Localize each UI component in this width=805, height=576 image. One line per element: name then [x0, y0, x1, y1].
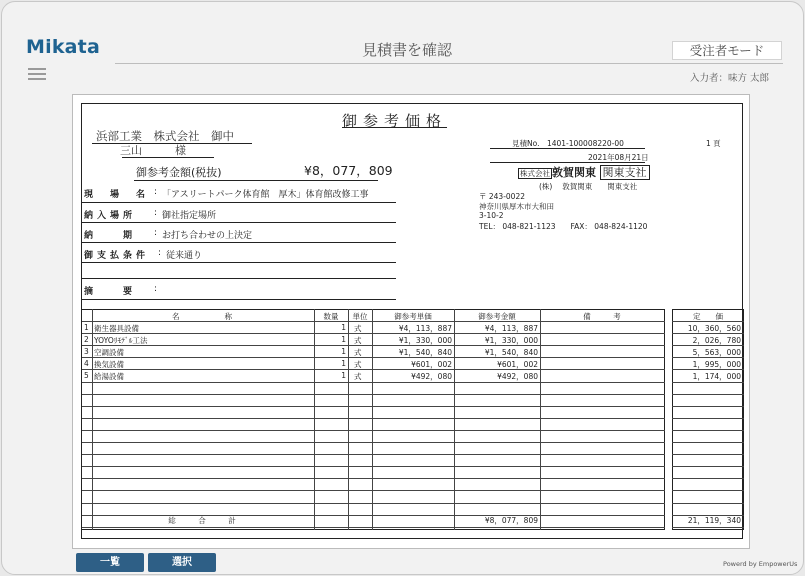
quote-date: 2021年08月21日	[588, 153, 649, 162]
document-title: 御参考価格	[342, 112, 448, 130]
item-unit: 式	[354, 360, 362, 370]
company-kabushiki-stamp: 株式会社	[520, 169, 550, 178]
address-line-2: 3-10-2	[479, 211, 504, 220]
mikata-logo: Mikata	[26, 36, 100, 58]
item-amount: ¥1，330，000	[484, 336, 538, 346]
field-rule	[82, 202, 396, 203]
item-unit-price: ¥1，540，840	[398, 348, 452, 358]
date-underline	[490, 162, 645, 163]
total-label: 総 合 計	[168, 516, 236, 525]
field-label: 納 期	[84, 231, 137, 241]
list-button[interactable]: 一覧	[76, 553, 144, 572]
table-row-line	[82, 430, 665, 431]
header-note: 備 考	[583, 312, 621, 321]
field-rule	[82, 222, 396, 223]
phone-fax: TEL： 048-821-1123 FAX： 048-824-1120	[479, 222, 648, 231]
list-price-row-line	[672, 490, 744, 491]
item-unit: 式	[354, 336, 362, 346]
item-list-price: 5，563，000	[692, 348, 741, 358]
item-list-price: 2，026，780	[692, 336, 741, 346]
item-name: YOYOﾘﾓﾃﾞﾙ工法	[94, 336, 148, 346]
list-price-row-line	[672, 430, 744, 431]
company-subline: (株) 敦賀関東 関東支社	[539, 182, 638, 191]
table-row-line	[82, 490, 665, 491]
table-row-line	[82, 478, 665, 479]
list-price-row-line	[672, 454, 744, 455]
list-price-row-line	[672, 406, 744, 407]
field-rule	[82, 299, 396, 300]
amount-label: 御参考金額(税抜)	[136, 166, 222, 179]
table-row-line	[82, 503, 665, 504]
header-divider	[115, 63, 783, 64]
header-list-price: 定 価	[693, 312, 723, 321]
item-unit: 式	[354, 324, 362, 333]
page-title: 見積書を確認	[361, 41, 452, 59]
item-unit-price: ¥492，080	[411, 372, 452, 382]
field-rule	[82, 242, 396, 243]
field-label: 納入場所	[84, 211, 137, 221]
header-amount: 御参考金額	[478, 312, 516, 321]
table-row-line	[82, 466, 665, 467]
field-value: 御社指定場所	[162, 211, 217, 221]
item-name: 給湯設備	[94, 372, 124, 382]
item-list-price: 10，360，560	[687, 324, 741, 333]
powered-by-label: Powerd by EmpowerUs	[723, 560, 798, 568]
table-row-line	[82, 454, 665, 455]
field-label: 御支払条件	[84, 251, 150, 261]
row-number: 5	[84, 371, 89, 381]
item-name: 空調設備	[94, 348, 124, 358]
item-name: 衛生器具設備	[94, 324, 139, 333]
input-user-label: 入力者：味方 太郎	[690, 73, 770, 84]
customer-name: 浜部工業 株式会社 御中	[96, 129, 234, 143]
item-name: 換気設備	[94, 360, 124, 370]
hamburger-menu-icon[interactable]	[28, 68, 46, 80]
zip-code: 〒 243-0022	[479, 192, 525, 201]
list-price-row-line	[672, 394, 744, 395]
field-rule	[82, 262, 396, 263]
list-price-row-line	[672, 418, 744, 419]
person-underline	[122, 157, 214, 158]
item-qty: 1	[341, 323, 346, 332]
page-number: 1 頁	[706, 139, 721, 148]
item-qty: 1	[341, 359, 346, 369]
list-price-row-line	[672, 503, 744, 504]
table-row-line	[82, 394, 665, 395]
company-main-name: 敦賀関東	[552, 166, 596, 179]
field-label: 現 場 名	[84, 190, 150, 200]
amount-value: ¥8，077，809	[304, 163, 393, 178]
item-list-price: 1，174，000	[692, 372, 741, 382]
field-value: お打ち合わせの上決定	[162, 231, 253, 241]
item-unit-price: ¥1，330，000	[398, 336, 452, 346]
item-qty: 1	[341, 347, 346, 357]
app-window	[1, 1, 804, 575]
total-list-price: 21，119，340	[687, 516, 741, 525]
field-value: 「アスリートパーク体育館 厚木」体育館改修工事	[162, 190, 369, 200]
table-col-line	[92, 309, 93, 530]
item-unit: 式	[354, 348, 362, 358]
table-col-line	[540, 309, 541, 530]
customer-person: 三山 様	[120, 144, 186, 157]
quote-document-panel	[72, 94, 750, 549]
company-branch: 関東支社	[600, 165, 650, 180]
item-amount: ¥492，080	[497, 372, 538, 382]
header-name: 名 称	[172, 312, 232, 321]
row-number: 2	[84, 335, 89, 345]
header-unit-price: 御参考単価	[394, 312, 432, 321]
item-unit: 式	[354, 372, 362, 382]
item-unit-price: ¥4，113，887	[398, 324, 452, 333]
table-col-line	[348, 309, 349, 530]
total-amount: ¥8，077，809	[484, 516, 538, 525]
item-list-price: 1，995，000	[692, 360, 741, 370]
quote-number: 見積No. 1401-100008220-00	[512, 139, 624, 148]
item-amount: ¥1，540，840	[484, 348, 538, 358]
item-amount: ¥4，113，887	[484, 324, 538, 333]
table-row-line	[82, 418, 665, 419]
field-value: 従来通り	[166, 251, 203, 261]
field-label: 摘 要	[84, 287, 137, 297]
mode-badge: 受注者モード	[672, 41, 782, 60]
quote-number-underline	[490, 148, 645, 149]
address-line-1: 神奈川県厚木市大和田	[479, 202, 554, 211]
table-row-line	[82, 442, 665, 443]
select-button[interactable]: 選択	[148, 553, 216, 572]
items-table	[82, 309, 742, 538]
row-number: 1	[84, 323, 89, 332]
table-row-line	[82, 527, 665, 528]
item-qty: 1	[341, 371, 346, 381]
list-price-row-line	[672, 478, 744, 479]
item-amount: ¥601，002	[497, 360, 538, 370]
amount-underline	[134, 180, 378, 181]
table-row-line	[82, 406, 665, 407]
list-price-row-line	[672, 466, 744, 467]
quote-sheet: 御参考価格 浜部工業 株式会社 御中 三山 様 御参考金額(税抜) ¥8，077，809 現 場 名 : 「アスリートパーク体育館 厚木」体育館改修工事 納入場所 : 御社指定場所 納 期 : お打ち合わせの上決定 御支払条件 : 従来通り 摘 要 : 見積No. 1401-100008220-00 1 頁 2021年08月21日 株式会社 敦賀関東 関東支社 (株) 敦賀関東 関東支社 〒 243-0022 神奈川県厚木市大和田 3-10-2 TEL： 048-821-1123 FAX： 048-824-1120 名 称 数量 単位 御参考単価 御参考金額 備 考 定 価 1 衛生器具設備 1 式 ¥4，113，887 ¥4，113，887 10，360，560 2 YOYOﾘﾓﾃﾞﾙ工法 1 式 ¥1，330，000 ¥1，330，000 2，026，780 3 空調設備 1 式 ¥1，540，840 ¥1，540，840 5，563，000 4 換気設備 1 式 ¥601，002 ¥601，002 1，995，000 5 給湯設備 1 式 ¥492，080 ¥492，080 1，174，000 総 合 計 ¥8，077，809 21，119，340	[81, 103, 743, 539]
header-qty: 数量	[323, 312, 339, 321]
item-qty: 1	[341, 335, 346, 345]
field-rule	[82, 278, 396, 279]
item-unit-price: ¥601，002	[411, 360, 452, 370]
company-name	[518, 164, 650, 180]
list-price-row-line	[672, 442, 744, 443]
row-number: 4	[84, 359, 89, 369]
header-unit: 単位	[352, 312, 368, 321]
row-number: 3	[84, 347, 89, 357]
list-price-row-line	[672, 527, 744, 528]
